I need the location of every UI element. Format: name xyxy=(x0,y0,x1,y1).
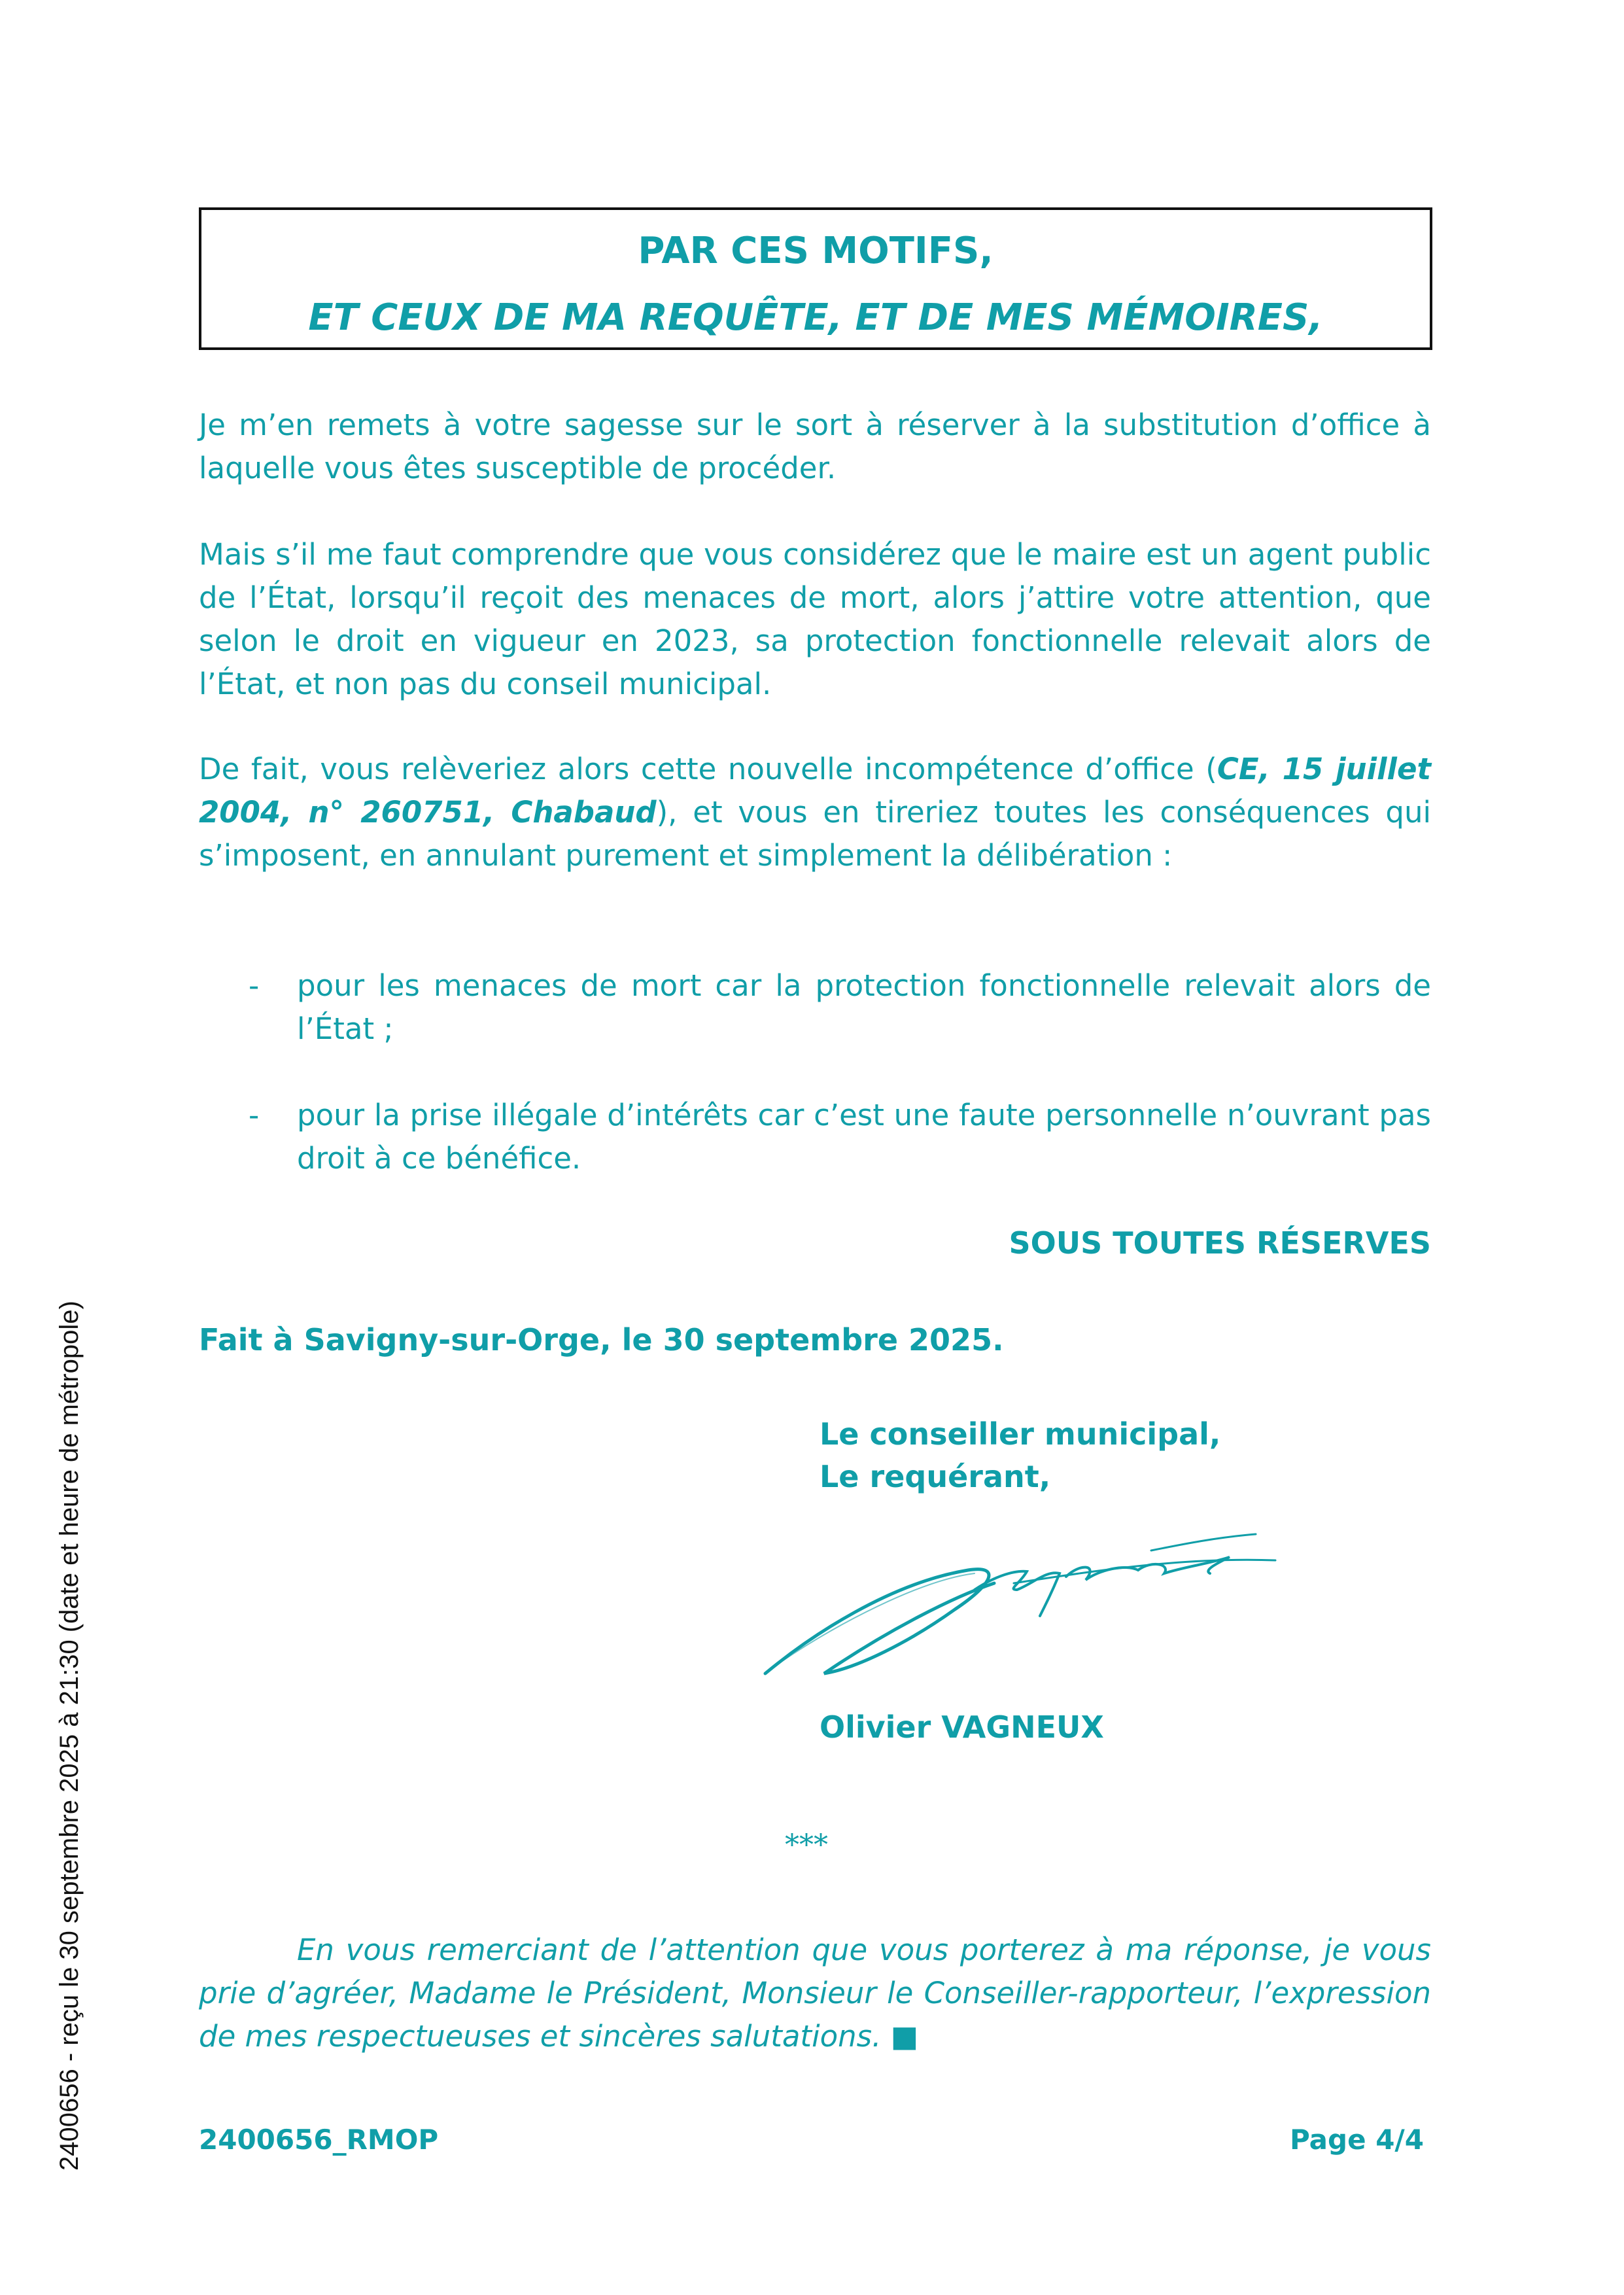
signatory-name: Olivier VAGNEUX xyxy=(820,1709,1104,1745)
bullet-item: pour les menaces de mort car la protection fonctionnelle relevait alors de l’État ; xyxy=(297,968,1431,1046)
closing-paragraph: En vous remerciant de l’attention que vous porterez à ma réponse, je vous prie d’agréer, Madame le Président, Monsieur le Conseiller-rapporteur, l’expression de mes respectueuses et sincères salutations. ■ xyxy=(199,1933,1431,2054)
heading-box xyxy=(199,207,1432,350)
case-citation: CE, 15 juillet 2004, n° 260751, Chabaud xyxy=(199,752,1431,830)
paragraph-2: Mais s’il me faut comprendre que vous considérez que le maire est un agent public de l’État, lorsqu’il reçoit des menaces de mort, alors j’attire votre attention, que selon le droit en vigueur en 2023, sa protection fonctionnelle relevait alors de l’État, et non pas du conseil municipal. xyxy=(199,537,1431,701)
signature-image xyxy=(759,1524,1282,1681)
reserves-text: SOUS TOUTES RÉSERVES xyxy=(1009,1225,1431,1261)
paragraph-1: Je m’en remets à votre sagesse sur le sort à réserver à la substitution d’office à laquelle vous êtes susceptible de procéder. xyxy=(199,408,1431,485)
heading-line-2: ET CEUX DE MA REQUÊTE, ET DE MES MÉMOIRES, xyxy=(308,296,1323,339)
bullet-item: pour la prise illégale d’intérêts car c’est une faute personnelle n’ouvrant pas droit à ce bénéfice. xyxy=(297,1098,1431,1176)
signatory-role-1: Le conseiller municipal, xyxy=(820,1416,1221,1452)
bullet-marker: - xyxy=(249,968,260,1003)
receipt-stamp: 2400656 - reçu le 30 septembre 2025 à 21:30 (date et heure de métropole) xyxy=(55,1301,84,2171)
footer-reference: 2400656_RMOP xyxy=(199,2124,439,2156)
paragraph-3-start: De fait, vous relèveriez alors cette nouvelle incompétence d’office ( xyxy=(199,752,1217,786)
place-date: Fait à Savigny-sur-Orge, le 30 septembre 2025. xyxy=(199,1322,1004,1358)
bullet-marker: - xyxy=(249,1098,260,1132)
separator: *** xyxy=(785,1829,828,1862)
heading-line-1: PAR CES MOTIFS, xyxy=(638,230,993,272)
paragraph-3-end: ), et vous en tireriez toutes les conséquences qui s’imposent, en annulant purement et simplement la délibération : xyxy=(199,795,1431,873)
signatory-role-2: Le requérant, xyxy=(820,1459,1051,1494)
paragraph-3 xyxy=(199,748,1431,877)
footer-page-number: Page 4/4 xyxy=(1290,2124,1424,2156)
